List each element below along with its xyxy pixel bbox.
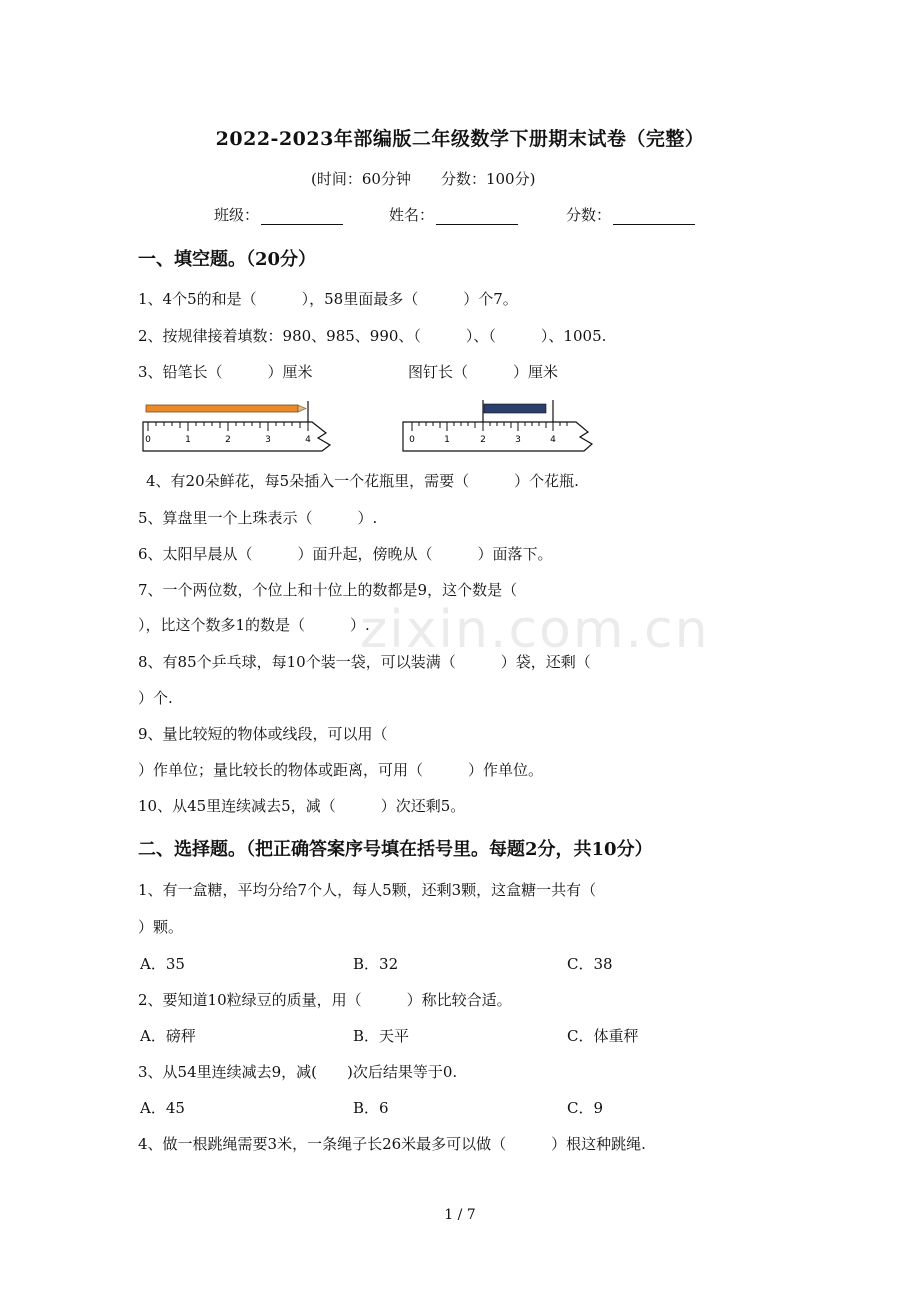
pin-ruler-label-0: 0: [409, 435, 415, 445]
s2-q2-option-b[interactable]: B．天平: [353, 1027, 410, 1045]
s1-question-9-line1: 9、量比较短的物体或线段，可以用（: [138, 725, 388, 743]
pin-ruler-label-4: 4: [550, 435, 556, 445]
name-blank[interactable]: [436, 210, 518, 225]
class-blank[interactable]: [261, 210, 343, 225]
pencil-body: [146, 405, 298, 412]
pencil-ruler-label-2: 2: [225, 435, 231, 445]
s1-question-7-line1: 7、一个两位数，个位上和十位上的数都是9，这个数是（: [138, 581, 518, 599]
pencil-ruler-label-3: 3: [265, 435, 271, 445]
name-field: [389, 204, 518, 225]
s1-question-8-line1: 8、有85个乒乓球，每10个装一袋，可以装满（ ）袋，还剩（: [138, 653, 591, 671]
s1-question-6: 6、太阳早晨从（ ）面升起，傍晚从（ ）面落下。: [138, 545, 553, 563]
pencil-ruler-label-4: 4: [305, 435, 311, 445]
score-blank[interactable]: [613, 210, 695, 225]
section2-title: 二、选择题。（把正确答案序号填在括号里。每题2分，共10分）: [138, 839, 653, 860]
s2-q3-option-c[interactable]: C．9: [567, 1099, 604, 1117]
s2-question-3: 3、从54里连续减去9，减( )次后结果等于0.: [138, 1063, 458, 1081]
score-label: 分数：: [566, 206, 612, 224]
pin-ruler-label-2: 2: [480, 435, 486, 445]
pin-body: [484, 404, 546, 413]
s1-question-9-line2: ）作单位；量比较长的物体或距离，可用（ ）作单位。: [138, 761, 544, 779]
s1-question-1: 1、4个5的和是（ ），58里面最多（ ）个7。: [138, 290, 518, 308]
s2-question-4: 4、做一根跳绳需要3米，一条绳子长26米最多可以做（ ）根这种跳绳.: [138, 1135, 646, 1153]
pencil-ruler-body: [143, 422, 330, 451]
s2-question-2: 2、要知道10粒绿豆的质量，用（ ）称比较合适。: [138, 991, 512, 1009]
s1-question-8-line2: ）个.: [138, 689, 173, 707]
s2-q2-option-c[interactable]: C．体重秤: [567, 1027, 639, 1045]
s2-q3-option-a[interactable]: A．45: [140, 1099, 185, 1117]
pin-ruler-label-1: 1: [444, 435, 450, 445]
s1-question-2: 2、按规律接着填数：980、985、990、（ ）、（ ）、1005.: [138, 327, 607, 345]
pencil-ruler-label-0: 0: [145, 435, 151, 445]
s1-question-10: 10、从45里连续减去5，减（ ）次还剩5。: [138, 797, 466, 815]
pin-ruler-body: [403, 422, 592, 451]
s1-question-5: 5、算盘里一个上珠表示（ ）.: [138, 509, 378, 527]
page-title: 2022-2023年部编版二年级数学下册期末试卷（完整）: [215, 128, 705, 150]
class-field: [214, 204, 343, 225]
s1-question-7-line2: ），比这个数多1的数是（ ）.: [138, 616, 370, 634]
exam-total-score: 分数：100分): [440, 170, 536, 188]
s2-question-1-line2: ）颗。: [138, 918, 184, 936]
exam-time: (时间：60分钟: [311, 170, 411, 188]
pencil-tip: [298, 405, 306, 412]
page-number: 1 / 7: [444, 1207, 476, 1223]
watermark: zixin.com.cn: [360, 600, 710, 660]
s2-q1-option-a[interactable]: A．35: [140, 955, 185, 973]
score-field: [566, 204, 695, 225]
s2-q3-option-b[interactable]: B．6: [353, 1099, 389, 1117]
s2-q1-option-b[interactable]: B．32: [353, 955, 399, 973]
s1-question-4: 4、有20朵鲜花，每5朵插入一个花瓶里，需要（ ）个花瓶.: [146, 472, 579, 490]
s1-question-3-pin: 图钉长（ ）厘米: [408, 363, 559, 381]
s2-q2-option-a[interactable]: A．磅秤: [140, 1027, 196, 1045]
class-label: 班级：: [214, 206, 260, 224]
pin-ruler-figure: [400, 396, 600, 454]
section1-title: 一、填空题。（20分）: [138, 249, 317, 270]
pencil-ruler-figure: [140, 398, 350, 454]
pin-ruler-label-3: 3: [515, 435, 521, 445]
exam-meta: [311, 168, 565, 189]
s2-q1-option-c[interactable]: C．38: [567, 955, 613, 973]
s1-question-3-pencil: 3、铅笔长（ ）厘米: [138, 363, 313, 381]
name-label: 姓名：: [389, 206, 435, 224]
s2-question-1-line1: 1、有一盒糖，平均分给7个人，每人5颗，还剩3颗，这盒糖一共有（: [138, 881, 597, 899]
pencil-ruler-label-1: 1: [185, 435, 191, 445]
